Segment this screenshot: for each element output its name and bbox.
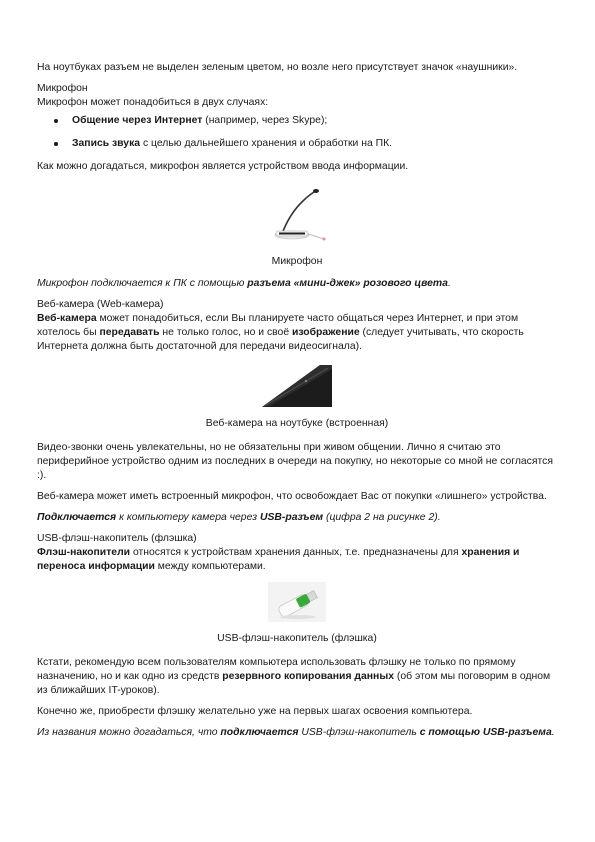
paragraph-usb-desc [37,546,557,574]
text-fragment-bold: хранения и переноса информации [37,547,520,572]
text-fragment: (следует учитывать, что скорость Интернета должна быть достаточной для передачи видеосигнала). [37,327,524,352]
usb-flash-drive-image [268,582,326,622]
text-fragment-bold: подключается [220,727,299,738]
list-item-bold: Запись звука [72,138,141,149]
paragraph-webcam-connection [37,511,557,525]
paragraph-mic-intro: Микрофон может понадобиться в двух случаях: [37,97,269,108]
text-fragment-bold: передавать [99,327,160,338]
text-fragment: Кстати, рекомендую всем пользователям компьютера использовать флэшку не только по прямому назначению, но и как одно из средств [37,657,516,682]
text-fragment: к компьютеру камера через [116,512,260,523]
paragraph-headphone-jack: На ноутбуках разъем не выделен зеленым цветом, но возле него присутствует значок «наушники». [37,62,518,73]
webcam-laptop-image [262,365,332,407]
microphone-icon [264,183,330,243]
list-item-text: (например, через Skype); [202,115,328,126]
paragraph-mic-input-device: Как можно догадаться, микрофон является устройством ввода информации. [37,161,409,172]
text-fragment: (цифра 2 на рисунке 2). [323,512,441,523]
text-fragment-bold: Флэш-накопители [37,547,131,558]
text-fragment: . [551,727,555,738]
mic-use-list [37,114,557,151]
usb-drive-icon [268,582,326,622]
text-fragment-bold: изображение [292,327,360,338]
text-fragment: не только голос, но и своё [159,327,292,338]
list-item-bold: Общение через Интернет [72,115,203,126]
document-body [37,61,557,740]
caption-webcam: Веб-камера на ноутбуке (встроенная) [205,418,389,429]
section-heading-microphone: Микрофон [37,83,88,94]
section-heading-usb: USB-флэш-накопитель (флэшка) [37,533,197,544]
text-fragment: относятся к устройствам хранения данных, т.е. предназначены для [130,547,462,558]
text-fragment: Микрофон подключается к ПК с помощью [37,278,248,289]
section-heading-webcam: Веб-камера (Web-камера) [37,299,164,310]
text-fragment-bold: с помощью USB-разъема [419,727,552,738]
text-fragment-bold: USB-разъем [259,512,324,523]
paragraph-mic-connection [37,277,557,291]
text-fragment-bold: Подключается [37,512,117,523]
text-fragment: может понадобиться, если Вы планируете часто общаться через Интернет, и при этом хотелось бы [37,313,519,338]
text-fragment-bold: разъема «мини-джек» розового цвета [247,278,448,289]
text-fragment: (об этом мы поговорим в одном из ближайших IT-уроков). [37,671,551,696]
text-fragment-bold: Веб-камера [37,313,97,324]
paragraph-usb-advice: Конечно же, приобрести флэшку желательно уже на первых шагах освоения компьютера. [37,706,473,717]
paragraph-usb-connection [37,726,557,740]
text-fragment: USB-флэш-накопитель [298,727,420,738]
paragraph-usb-backup [37,656,557,698]
caption-usb: USB-флэш-накопитель (флэшка) [217,633,377,644]
text-fragment: между компьютерами. [154,561,266,572]
list-item [37,114,557,128]
text-fragment: Из названия можно догадаться, что [37,727,221,738]
paragraph-webcam-mic: Веб-камера может иметь встроенный микрофон, что освобождает Вас от покупки «лишнего» устройства. [37,491,547,502]
paragraph-webcam-opinion: Видео-звонки очень увлекательны, но не обязательны при живом общении. Лично я считаю это периферийное устройство одним из последних в очереди на покупку, но некоторые со мной не согласятся :). [37,442,553,481]
list-item-text: с целью дальнейшего хранения и обработки на ПК. [140,138,393,149]
text-fragment-bold: резервного копирования данных [222,671,394,682]
caption-microphone: Микрофон [271,256,323,267]
paragraph-webcam-desc [37,312,557,354]
microphone-image [264,183,330,243]
text-fragment: . [447,278,451,289]
list-item [37,137,557,151]
webcam-icon [262,365,332,407]
